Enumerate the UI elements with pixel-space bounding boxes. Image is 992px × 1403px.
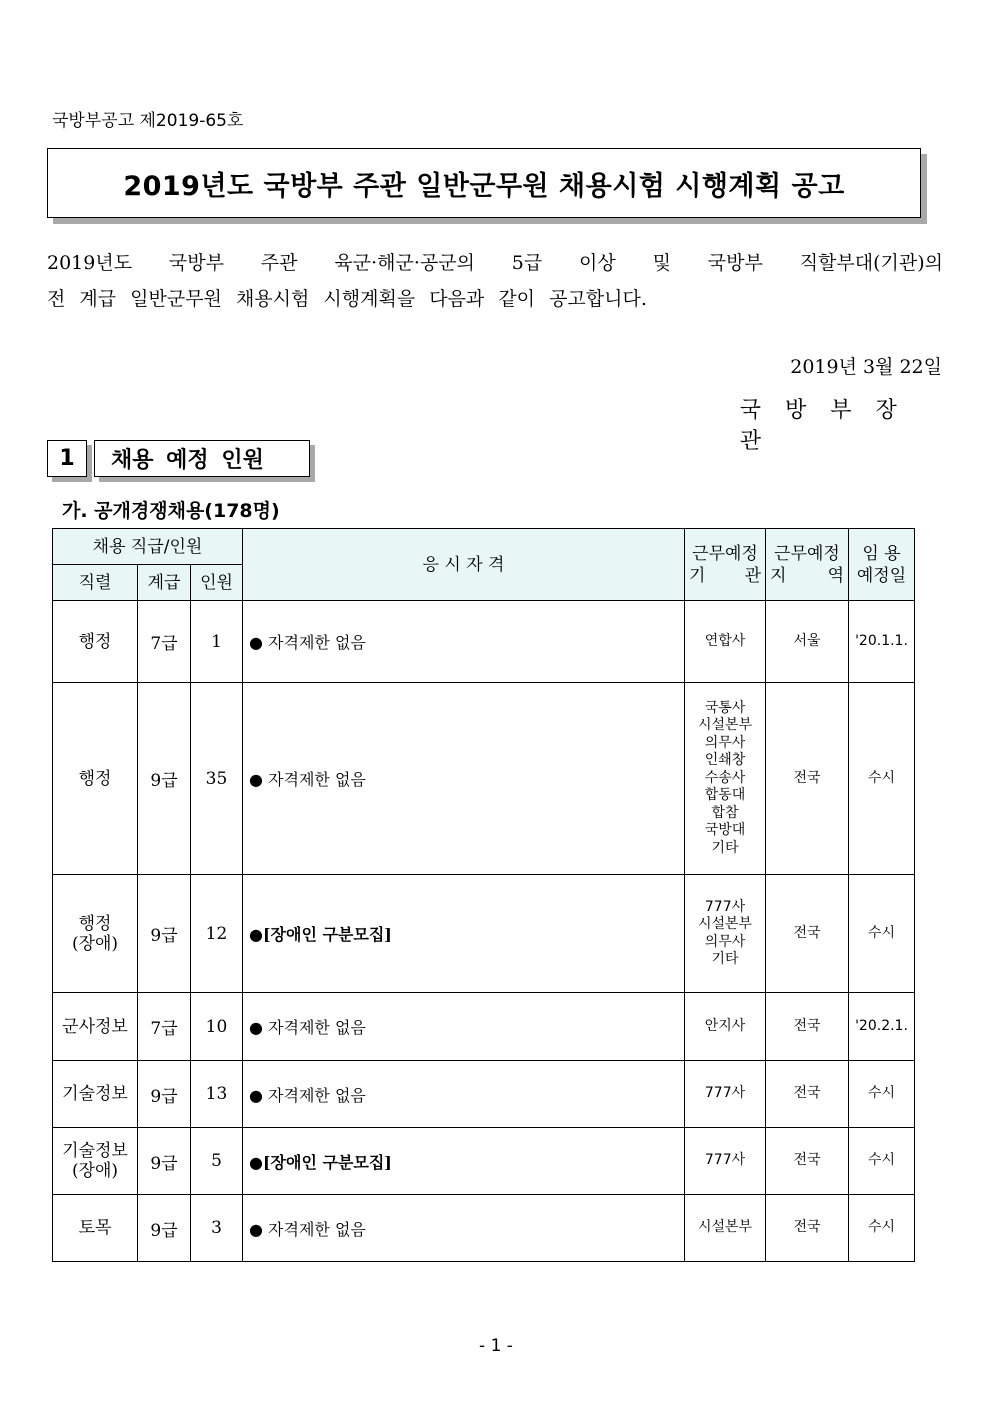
cell-grade: 9급 — [138, 875, 191, 993]
work-org-item: 기타 — [711, 951, 739, 967]
work-org-item: 시설본부 — [697, 717, 753, 734]
header-count: 인원 — [191, 565, 243, 601]
title-banner — [47, 148, 927, 224]
work-org-list — [685, 1152, 765, 1170]
cell-work-org — [685, 601, 766, 683]
work-org-item: 합참 — [711, 804, 739, 821]
header-work-org-a: 기 — [689, 565, 706, 586]
work-org-item: 인쇄창 — [704, 752, 746, 769]
cell-count: 35 — [191, 683, 243, 875]
header-appointment-date-line1: 임 용 — [862, 543, 901, 564]
cell-work-region: 서울 — [766, 601, 849, 683]
header-work-org-b: 관 — [744, 565, 761, 586]
work-org-item: 시설본부 — [697, 1219, 753, 1236]
cell-work-org — [685, 875, 766, 993]
issuer-text: 국방부장관 — [739, 398, 921, 454]
issuer — [740, 393, 942, 455]
cell-count: 10 — [191, 993, 243, 1061]
cell-appointment-date: 수시 — [849, 875, 915, 993]
work-org-item: 합동대 — [704, 787, 746, 804]
cell-grade: 7급 — [138, 993, 191, 1061]
cell-work-region: 전국 — [766, 1128, 849, 1195]
work-org-item: 국방대 — [704, 822, 746, 839]
work-org-item: 777사 — [704, 1152, 746, 1169]
header-position-group: 채용 직급/인원 — [53, 529, 243, 565]
cell-count: 5 — [191, 1128, 243, 1195]
intro-line-2: 전 계급 일반군무원 채용시험 시행계획을 다음과 같이 공고합니다. — [47, 288, 647, 310]
cell-grade: 9급 — [138, 1061, 191, 1128]
cell-appointment-date: 수시 — [849, 1061, 915, 1128]
cell-count: 13 — [191, 1061, 243, 1128]
document-title: 2019년도 국방부 주관 일반군무원 채용시험 시행계획 공고 — [47, 148, 921, 218]
work-org-list — [685, 700, 765, 858]
cell-work-org — [685, 993, 766, 1061]
table-row — [53, 683, 915, 875]
cell-qualification: ●[장애인 구분모집] — [243, 1128, 685, 1195]
table-row — [53, 1128, 915, 1195]
cell-grade: 7급 — [138, 601, 191, 683]
cell-work-org — [685, 1128, 766, 1195]
work-org-list — [685, 1018, 765, 1036]
header-work-org-line2 — [685, 565, 765, 587]
cell-work-region: 전국 — [766, 993, 849, 1061]
cell-qualification: ● 자격제한 없음 — [243, 993, 685, 1061]
work-org-list — [685, 1085, 765, 1103]
cell-work-region: 전국 — [766, 683, 849, 875]
table-row — [53, 601, 915, 683]
work-org-item: 국통사 — [704, 699, 746, 716]
cell-series: 군사정보 — [53, 993, 138, 1061]
recruitment-table — [52, 528, 915, 1262]
header-work-region-a: 지 — [770, 565, 787, 586]
work-org-item: 기타 — [711, 839, 739, 856]
cell-qualification: ● 자격제한 없음 — [243, 601, 685, 683]
section-number: 1 — [47, 440, 87, 477]
cell-appointment-date: 수시 — [849, 1128, 915, 1195]
cell-series: 기술정보 — [53, 1061, 138, 1128]
cell-work-region: 전국 — [766, 1195, 849, 1262]
subsection-heading: 가. 공개경쟁채용(178명) — [62, 500, 280, 522]
header-work-region-b: 역 — [827, 565, 844, 586]
cell-count: 12 — [191, 875, 243, 993]
cell-work-org — [685, 683, 766, 875]
section-heading — [47, 440, 315, 484]
header-appointment-date-line2: 예정일 — [856, 565, 907, 586]
cell-appointment-date: '20.2.1. — [849, 993, 915, 1061]
cell-series: 행정 — [53, 601, 138, 683]
cell-count: 3 — [191, 1195, 243, 1262]
header-work-region — [766, 529, 849, 601]
work-org-list — [685, 1219, 765, 1237]
header-work-org-line1: 근무예정 — [692, 543, 758, 564]
work-org-list — [685, 899, 765, 969]
cell-series: 기술정보 (장애) — [53, 1128, 138, 1195]
cell-work-region: 전국 — [766, 875, 849, 993]
cell-work-org — [685, 1195, 766, 1262]
cell-grade: 9급 — [138, 1128, 191, 1195]
work-org-item: 안지사 — [704, 1017, 746, 1034]
notice-date: 2019년 3월 22일 — [790, 356, 942, 378]
intro-paragraph — [47, 245, 943, 317]
page-number: - 1 - — [479, 1336, 513, 1356]
cell-series: 토목 — [53, 1195, 138, 1262]
work-org-list — [685, 633, 765, 651]
intro-line-1: 2019년도 국방부 주관 육군·해군·공군의 5급 이상 및 국방부 직할부대(기관)의 — [47, 252, 943, 274]
cell-work-org — [685, 1061, 766, 1128]
header-qualification: 응 시 자 격 — [243, 529, 685, 601]
header-work-region-line2 — [766, 565, 848, 587]
work-org-item: 연합사 — [704, 632, 746, 649]
header-work-region-line1: 근무예정 — [774, 543, 840, 564]
table-row — [53, 993, 915, 1061]
table-row — [53, 1061, 915, 1128]
header-appointment-date — [849, 529, 915, 601]
work-org-item: 777사 — [704, 898, 746, 915]
work-org-item: 시설본부 — [697, 916, 753, 932]
cell-grade: 9급 — [138, 1195, 191, 1262]
cell-qualification: ● 자격제한 없음 — [243, 683, 685, 875]
work-org-item: 의무사 — [704, 933, 746, 950]
header-grade: 계급 — [138, 565, 191, 601]
cell-appointment-date: '20.1.1. — [849, 601, 915, 683]
section-title: 채용 예정 인원 — [94, 440, 310, 477]
header-series: 직렬 — [53, 565, 138, 601]
table-row — [53, 1195, 915, 1262]
work-org-item: 777사 — [704, 1085, 746, 1102]
cell-appointment-date: 수시 — [849, 683, 915, 875]
cell-qualification: ● 자격제한 없음 — [243, 1195, 685, 1262]
cell-qualification: ●[장애인 구분모집] — [243, 875, 685, 993]
cell-work-region: 전국 — [766, 1061, 849, 1128]
cell-appointment-date: 수시 — [849, 1195, 915, 1262]
work-org-item: 수송사 — [704, 769, 746, 786]
cell-grade: 9급 — [138, 683, 191, 875]
cell-series: 행정 — [53, 683, 138, 875]
cell-qualification: ● 자격제한 없음 — [243, 1061, 685, 1128]
header-work-org — [685, 529, 766, 601]
work-org-item: 의무사 — [704, 734, 746, 751]
table-row — [53, 875, 915, 993]
notice-number: 국방부공고 제2019-65호 — [52, 111, 244, 131]
cell-series: 행정 (장애) — [53, 875, 138, 993]
cell-count: 1 — [191, 601, 243, 683]
